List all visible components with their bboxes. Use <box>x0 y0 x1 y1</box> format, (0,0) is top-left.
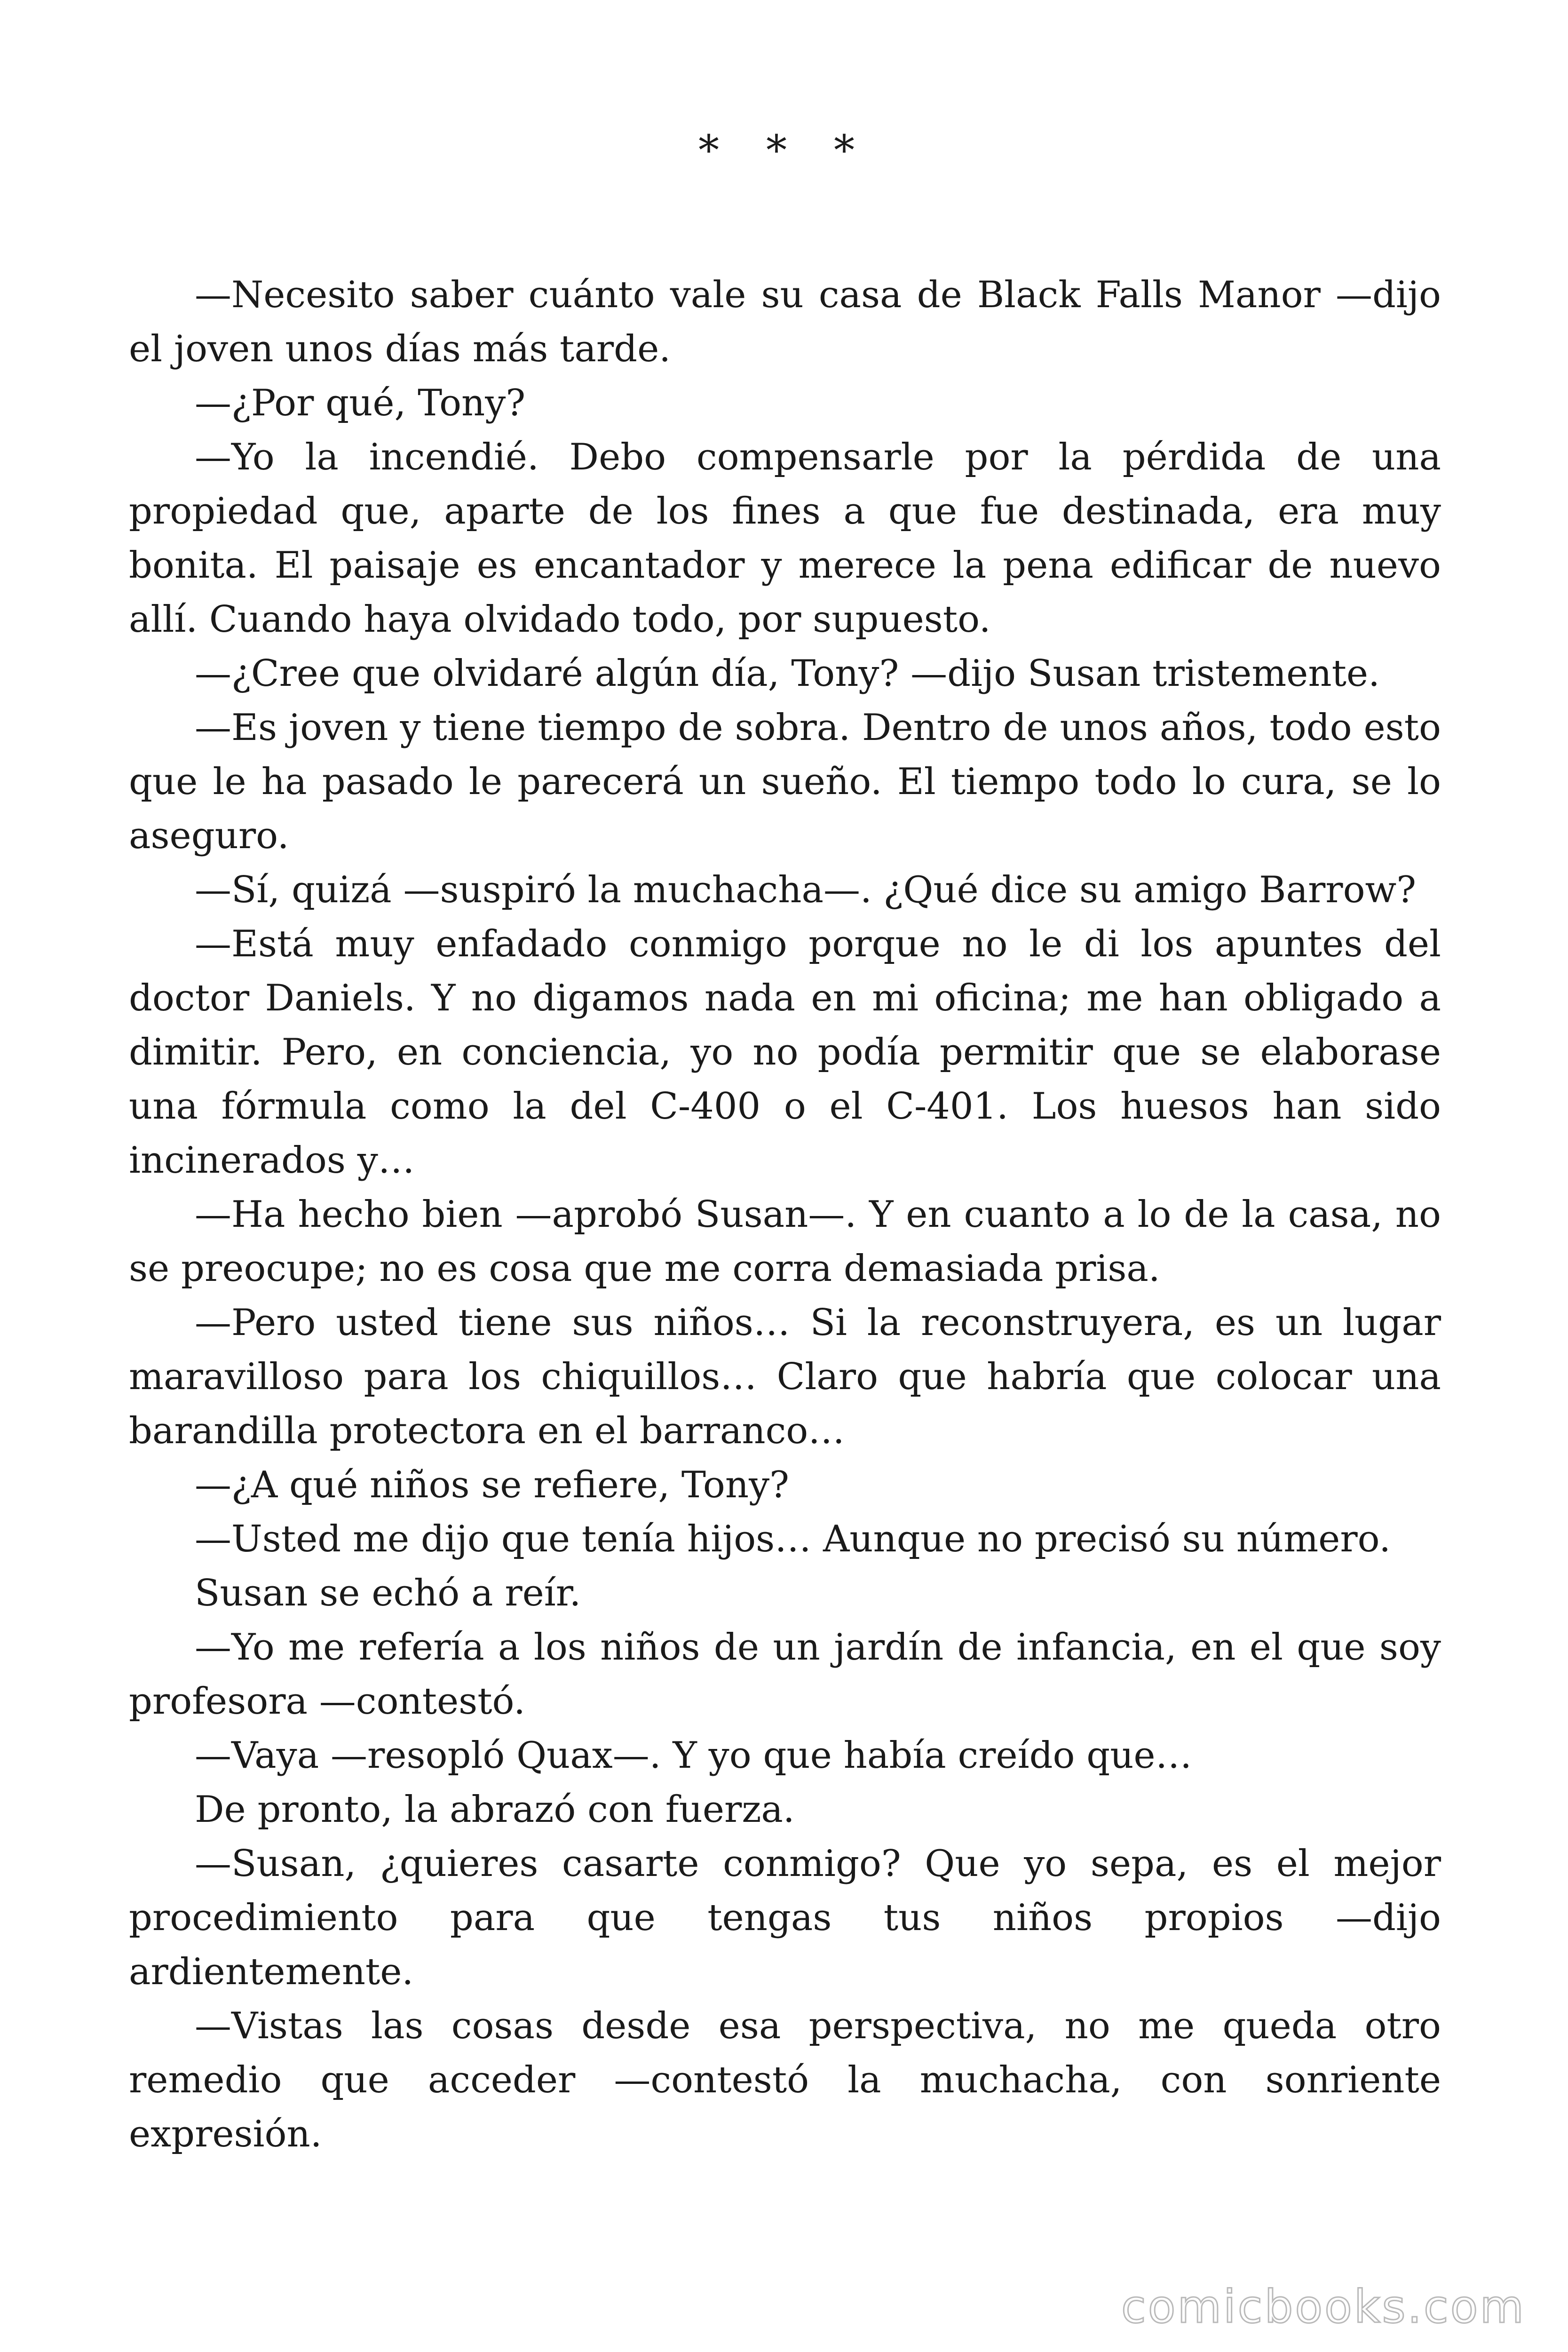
site-watermark: comicbooks.com <box>1121 2280 1526 2333</box>
paragraph: —¿Por qué, Tony? <box>195 382 526 424</box>
paragraph: —Pero usted tiene sus niños… Si la reconstruyera, es un lugar maravilloso para los chiquillos… Claro que habría que colocar una barandilla protectora en el barranco… <box>129 1302 1441 1452</box>
paragraph: —Ha hecho bien —aprobó Susan—. Y en cuanto a lo de la casa, no se preocupe; no es cosa que me corra demasiada prisa. <box>129 1193 1441 1290</box>
scene-separator: * * * <box>698 126 871 175</box>
paragraph: —Susan, ¿quieres casarte conmigo? Que yo sepa, es el mejor procedimiento para que tengas tus niños propios —dijo ardientemente. <box>129 1843 1441 1993</box>
paragraph: —Usted me dijo que tenía hijos… Aunque no precisó su número. <box>195 1518 1391 1560</box>
paragraph: —Sí, quizá —suspiró la muchacha—. ¿Qué dice su amigo Barrow? <box>195 869 1417 911</box>
paragraph: —Es joven y tiene tiempo de sobra. Dentro de unos años, todo esto que le ha pasado le parecerá un sueño. El tiempo todo lo cura, se lo aseguro. <box>129 707 1441 857</box>
page-body-text <box>129 268 1441 2161</box>
paragraph: De pronto, la abrazó con fuerza. <box>195 1788 795 1831</box>
paragraph: —Yo me refería a los niños de un jardín de infancia, en el que soy profesora —contestó. <box>129 1626 1441 1723</box>
paragraph: —¿Cree que olvidaré algún día, Tony? —dijo Susan tristemente. <box>195 652 1380 695</box>
paragraph: —Está muy enfadado conmigo porque no le di los apuntes del doctor Daniels. Y no digamos nada en mi oficina; me han obligado a dimitir. Pero, en conciencia, yo no podía permitir que se elaborase una fórmula como la del C-400 o el C-401. Los huesos han sido incinerados y… <box>129 923 1441 1182</box>
paragraph: Susan se echó a reír. <box>195 1572 581 1614</box>
book-page <box>129 0 1441 2352</box>
paragraph: —Vaya —resopló Quax—. Y yo que había creído que… <box>195 1734 1192 1777</box>
paragraph: —¿A qué niños se refiere, Tony? <box>195 1464 789 1506</box>
paragraph: —Yo la incendié. Debo compensarle por la pérdida de una propiedad que, aparte de los fines a que fue destinada, era muy bonita. El paisaje es encantador y merece la pena edificar de nuevo allí. Cuando haya olvidado todo, por supuesto. <box>129 436 1441 641</box>
paragraph: —Vistas las cosas desde esa perspectiva, no me queda otro remedio que acceder —contestó la muchacha, con sonriente expresión. <box>129 2005 1441 2155</box>
paragraph: —Necesito saber cuánto vale su casa de Black Falls Manor —dijo el joven unos días más tarde. <box>129 274 1441 370</box>
